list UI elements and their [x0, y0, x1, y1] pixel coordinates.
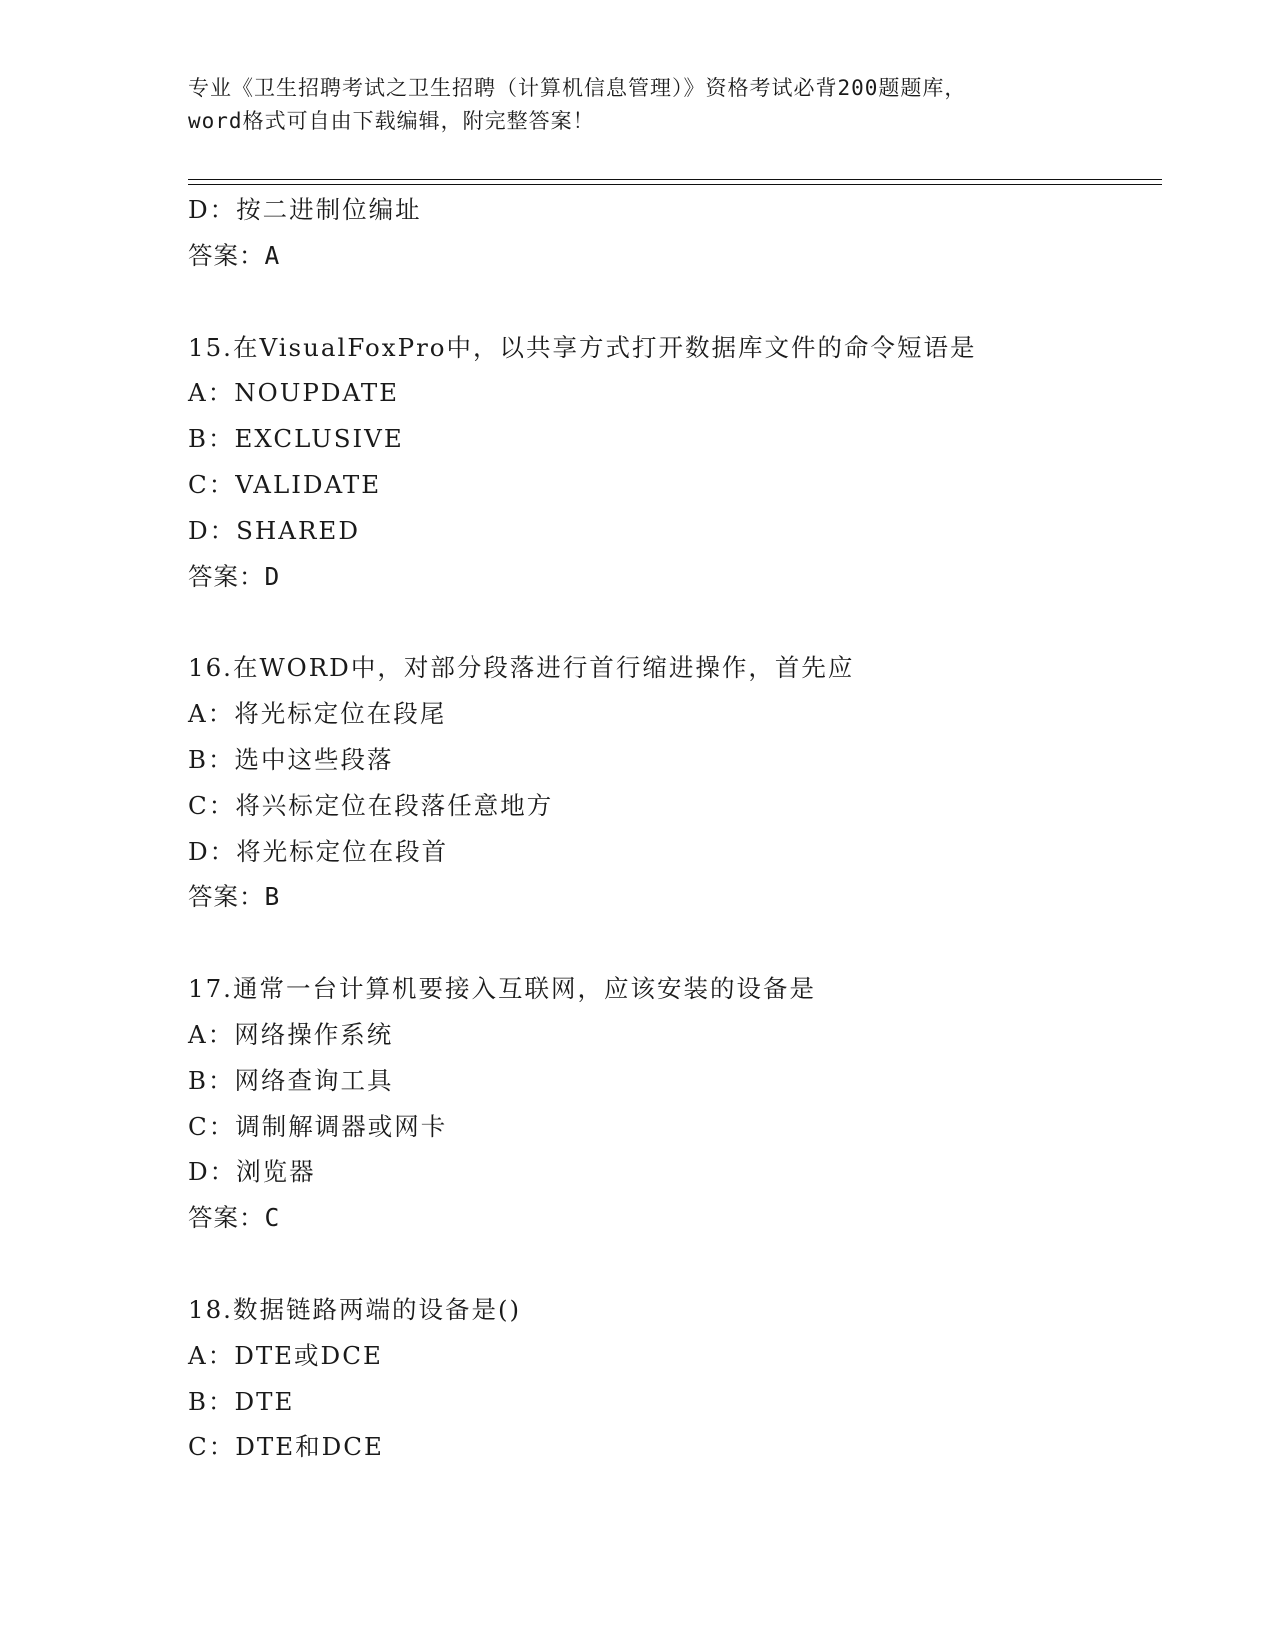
question-stem: 17.通常一台计算机要接入互联网，应该安装的设备是: [188, 974, 816, 1004]
option-d: D：将光标定位在段首: [188, 836, 449, 866]
question-gap: [188, 599, 1162, 645]
option-b: B：选中这些段落: [188, 744, 394, 774]
option-b: B：EXCLUSIVE: [188, 424, 404, 454]
question-partial: [188, 187, 1162, 279]
option-c: C：将兴标定位在段落任意地方: [188, 790, 554, 820]
question-16: [188, 645, 1162, 920]
header-divider-top: [188, 179, 1162, 180]
option-a: A：DTE或DCE: [188, 1340, 383, 1370]
header-line-1: 专业《卫生招聘考试之卫生招聘（计算机信息管理）》资格考试必背200题题库，: [188, 76, 967, 100]
option-d: D：SHARED: [188, 515, 360, 545]
question-list: [188, 187, 1162, 1470]
question-gap: [188, 1241, 1162, 1287]
document-header: [188, 72, 1088, 138]
option-a: A：NOUPDATE: [188, 378, 400, 408]
option-b: B：DTE: [188, 1386, 295, 1416]
answer-line: 答案：C: [188, 1203, 281, 1233]
option-c: C：VALIDATE: [188, 469, 382, 499]
answer-line: 答案：D: [188, 561, 281, 591]
question-stem: 16.在WORD中，对部分段落进行首行缩进操作，首先应: [188, 653, 855, 683]
option-a: A：网络操作系统: [188, 1019, 394, 1049]
question-17: [188, 966, 1162, 1241]
option-c: C：DTE和DCE: [188, 1432, 384, 1462]
header-divider-bottom: [188, 184, 1162, 185]
question-stem: 18.数据链路两端的设备是(): [188, 1294, 522, 1324]
header-line-2: word格式可自由下载编辑，附完整答案！: [188, 109, 595, 133]
question-15: [188, 325, 1162, 600]
option-a: A：将光标定位在段尾: [188, 699, 447, 729]
option-b: B：网络查询工具: [188, 1065, 394, 1095]
question-stem: 15.在VisualFoxPro中，以共享方式打开数据库文件的命令短语是: [188, 332, 977, 362]
question-gap: [188, 279, 1162, 325]
option-d: D：按二进制位编址: [188, 195, 422, 224]
question-gap: [188, 920, 1162, 966]
option-d: D：浏览器: [188, 1157, 316, 1187]
answer-line: 答案：B: [188, 882, 281, 912]
answer-line: 答案：A: [188, 240, 281, 270]
question-18: [188, 1287, 1162, 1470]
option-c: C：调制解调器或网卡: [188, 1111, 448, 1141]
